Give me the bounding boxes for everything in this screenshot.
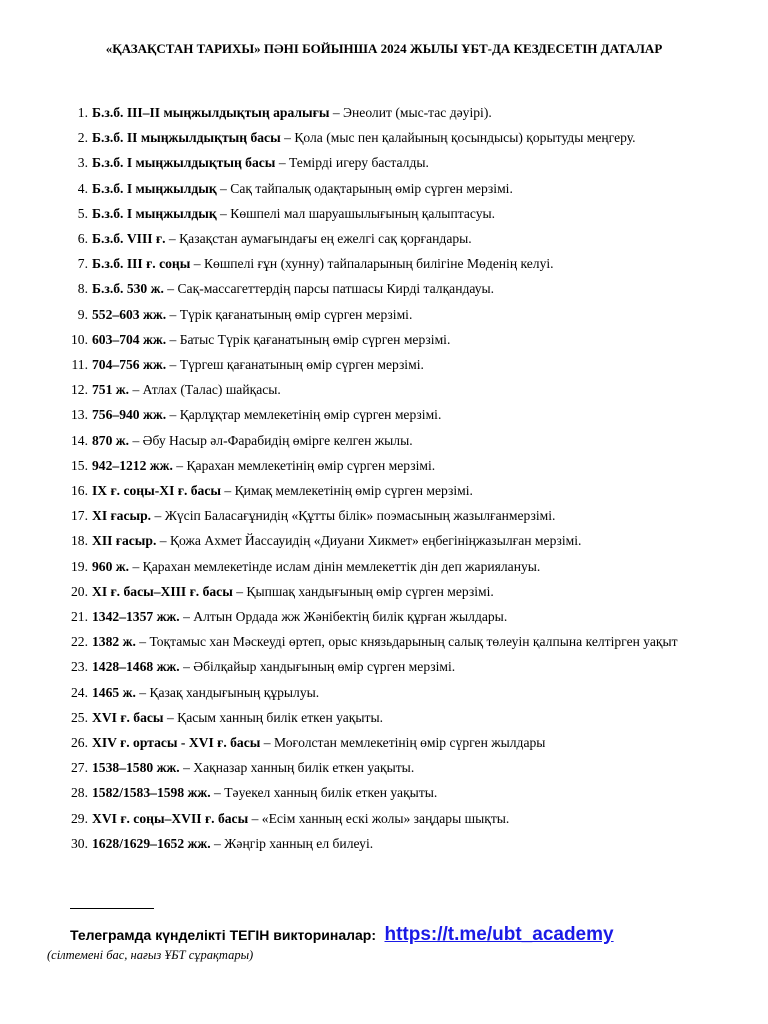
list-item (60, 453, 740, 478)
list-item-text: – Моғолстан мемлекетінің өмір сүрген жылдары (260, 735, 546, 751)
list-item (60, 478, 740, 503)
list-item-text: – Әбу Насыр әл-Фарабидің өмірге келген жылы. (129, 432, 413, 448)
footer-divider (70, 908, 154, 909)
promo-label: Телеграмда күнделікті ТЕГІН викториналар: (70, 927, 377, 943)
list-item (60, 302, 740, 327)
list-item-date: Б.з.б. І мыңжылдықтың басы (92, 155, 276, 171)
list-item-text: – Батыс Түрік қағанатының өмір сүрген мерзімі. (166, 331, 451, 347)
list-item-number: 11. (71, 357, 88, 373)
list-item (60, 201, 740, 226)
list-item-number: 3. (77, 155, 88, 171)
dates-list (60, 100, 740, 856)
list-item-number: 17. (71, 508, 88, 524)
promo-note: (сілтемені бас, нағыз ҰБТ сұрақтары) (47, 948, 254, 962)
list-item-date: 870 ж. (92, 432, 130, 448)
list-item (60, 654, 740, 679)
list-item (60, 100, 740, 125)
list-item-number: 22. (71, 634, 88, 650)
list-item-number: 5. (77, 205, 88, 221)
list-item-text: – Қола (мыс пен қалайының қосындысы) қорытуды меңгеру. (280, 130, 636, 146)
list-item-text: – Алтын Ордада жж Жәнібектің билік құрған жылдары. (179, 609, 508, 625)
list-item-number: 13. (71, 407, 88, 423)
list-item-date: Б.з.б. ІІІ ғ. соңы (92, 256, 191, 272)
list-item-date: 603–704 жж. (92, 331, 167, 347)
list-item-text: – Түрік қағанатының өмір сүрген мерзімі. (166, 306, 413, 322)
list-item-text: – Көшпелі мал шаруашылығының қалыптасуы. (216, 205, 496, 221)
list-item (60, 806, 740, 831)
list-item-number: 9. (77, 306, 88, 322)
list-item-date: Б.з.б. І мыңжылдық (92, 205, 217, 221)
list-item-date: Б.з.б. І мыңжылдық (92, 180, 217, 196)
list-item-number: 23. (71, 659, 88, 675)
list-item-text: – Көшпелі ғұн (хунну) тайпаларының билігіне Мөденің келуі. (190, 256, 554, 272)
list-item (60, 680, 740, 705)
list-item-date: ХІ ғ. басы–ХІІІ ғ. басы (92, 583, 233, 599)
list-item-text: – Жәңгір ханның ел билеуі. (210, 835, 374, 851)
list-item-text: – Темірді игеру басталды. (275, 155, 429, 171)
list-item (60, 327, 740, 352)
list-item-date: 1628/1629–1652 жж. (92, 835, 211, 851)
list-item-text: – Түргеш қағанатының өмір сүрген мерзімі. (166, 357, 424, 373)
list-item-number: 15. (71, 457, 88, 473)
list-item-date: 942–1212 жж. (92, 457, 173, 473)
list-item (60, 251, 740, 276)
list-item-date: 552–603 жж. (92, 306, 167, 322)
list-item-date: ХІІ ғасыр. (92, 533, 157, 549)
list-item-date: 1342–1357 жж. (92, 609, 180, 625)
list-item (60, 176, 740, 201)
list-item-number: 14. (71, 432, 88, 448)
list-item-number: 29. (71, 810, 88, 826)
list-item (60, 730, 740, 755)
list-item-text: – Қарахан мемлекетінің өмір сүрген мерзімі. (172, 457, 436, 473)
list-item-number: 4. (77, 180, 88, 196)
list-item (60, 780, 740, 805)
list-item-date: 960 ж. (92, 558, 130, 574)
list-item-date: Б.з.б. 530 ж. (92, 281, 164, 297)
list-item (60, 705, 740, 730)
list-item (60, 629, 740, 654)
list-item-text: – Қасым ханның билік еткен уақыты. (163, 709, 383, 725)
list-item-date: ХІV ғ. ортасы - ХVІ ғ. басы (92, 735, 261, 751)
list-item (60, 831, 740, 856)
list-item-text: – Энеолит (мыс-тас дәуірі). (329, 105, 492, 120)
list-item (60, 377, 740, 402)
list-item-text: – Хақназар ханның билік еткен уақыты. (179, 760, 415, 776)
list-item (60, 402, 740, 427)
list-item-text: – Сақ-массагеттердің парсы патшасы Кирді талқандауы. (163, 281, 495, 297)
list-item-number: 19. (71, 558, 88, 574)
list-item-text: – Қазақстан аумағындағы ең ежелгі сақ қорғандары. (165, 231, 472, 247)
list-item-date: 1382 ж. (92, 634, 136, 650)
list-item-text: – Қожа Ахмет Йассауидің «Диуани Хикмет» еңбегініңжазылған мерзімі. (156, 533, 582, 549)
list-item-number: 25. (71, 709, 88, 725)
list-item-text: – Қарлұқтар мемлекетінің өмір сүрген мерзімі. (166, 407, 442, 423)
list-item-number: 10. (71, 331, 88, 347)
list-item-date: ХVІ ғ. соңы–ХVІІ ғ. басы (92, 810, 249, 826)
list-item (60, 150, 740, 175)
list-item-date: Б.з.б. ІІІ–ІІ мыңжылдықтың аралығы (92, 105, 330, 120)
list-item (60, 352, 740, 377)
list-item-number: 2. (77, 130, 88, 146)
list-item-number: 18. (71, 533, 88, 549)
promo-line (70, 924, 614, 946)
list-item-text: – Атлах (Талас) шайқасы. (129, 382, 281, 398)
list-item-number: 8. (77, 281, 88, 297)
list-item-number: 1. (77, 105, 88, 120)
list-item-date: Б.з.б. ІІ мыңжылдықтың басы (92, 130, 281, 146)
list-item-text: – Қарахан мемлекетінде ислам дінін мемлекеттік дін деп жариялануы. (129, 558, 541, 574)
list-item-text: – Сақ тайпалық одақтарының өмір сүрген мерзімі. (216, 180, 513, 196)
list-item-text: – Әбілқайыр хандығының өмір сүрген мерзімі. (179, 659, 456, 675)
list-item-date: 1428–1468 жж. (92, 659, 180, 675)
list-item (60, 604, 740, 629)
list-item-text: – «Есім ханның ескі жолы» заңдары шықты. (248, 810, 510, 826)
list-item-number: 6. (77, 231, 88, 247)
list-item (60, 226, 740, 251)
list-item-number: 7. (77, 256, 88, 272)
list-item (60, 428, 740, 453)
list-item-date: 1538–1580 жж. (92, 760, 180, 776)
list-item-number: 27. (71, 760, 88, 776)
list-item-date: ІХ ғ. соңы-ХІ ғ. басы (92, 483, 221, 499)
list-item-date: ХVІ ғ. басы (92, 709, 164, 725)
list-item (60, 276, 740, 301)
list-item (60, 503, 740, 528)
list-item-number: 16. (71, 483, 88, 499)
list-item-text: – Тәуекел ханның билік еткен уақыты. (210, 785, 438, 801)
list-item-date: ХІ ғасыр. (92, 508, 152, 524)
list-item-date: 704–756 жж. (92, 357, 167, 373)
list-item (60, 579, 740, 604)
list-item-number: 24. (71, 684, 88, 700)
list-item (60, 554, 740, 579)
list-item-number: 21. (71, 609, 88, 625)
list-item-text: – Қазақ хандығының құрылуы. (135, 684, 320, 700)
list-item-number: 30. (71, 835, 88, 851)
list-item-date: 751 ж. (92, 382, 130, 398)
list-item (60, 528, 740, 553)
list-item-date: Б.з.б. VІІІ ғ. (92, 231, 166, 247)
list-item-date: 756–940 жж. (92, 407, 167, 423)
list-item-number: 26. (71, 735, 88, 751)
list-item-text: – Жүсіп Баласағұнидің «Құтты білік» поэмасының жазылғанмерзімі. (151, 508, 556, 524)
list-item-text: – Қимақ мемлекетінің өмір сүрген мерзімі. (221, 483, 473, 499)
list-item-number: 12. (71, 382, 88, 398)
list-item-text: – Қыпшақ хандығының өмір сүрген мерзімі. (232, 583, 494, 599)
list-item-date: 1582/1583–1598 жж. (92, 785, 211, 801)
list-item (60, 125, 740, 150)
list-item-number: 20. (71, 583, 88, 599)
list-item-date: 1465 ж. (92, 684, 136, 700)
list-item (60, 755, 740, 780)
telegram-link[interactable]: https://t.me/ubt_academy (384, 924, 614, 945)
list-item-text: – Тоқтамыс хан Мәскеуді өртеп, орыс князьдарының салық төлеуін қалпына келтірген уақыт (135, 634, 678, 650)
list-item-number: 28. (71, 785, 88, 801)
document-title: «ҚАЗАҚСТАН ТАРИХЫ» ПӘНІ БОЙЫНША 2024 ЖЫЛЫ ҰБТ-ДА КЕЗДЕСЕТІН ДАТАЛАР (105, 41, 663, 56)
